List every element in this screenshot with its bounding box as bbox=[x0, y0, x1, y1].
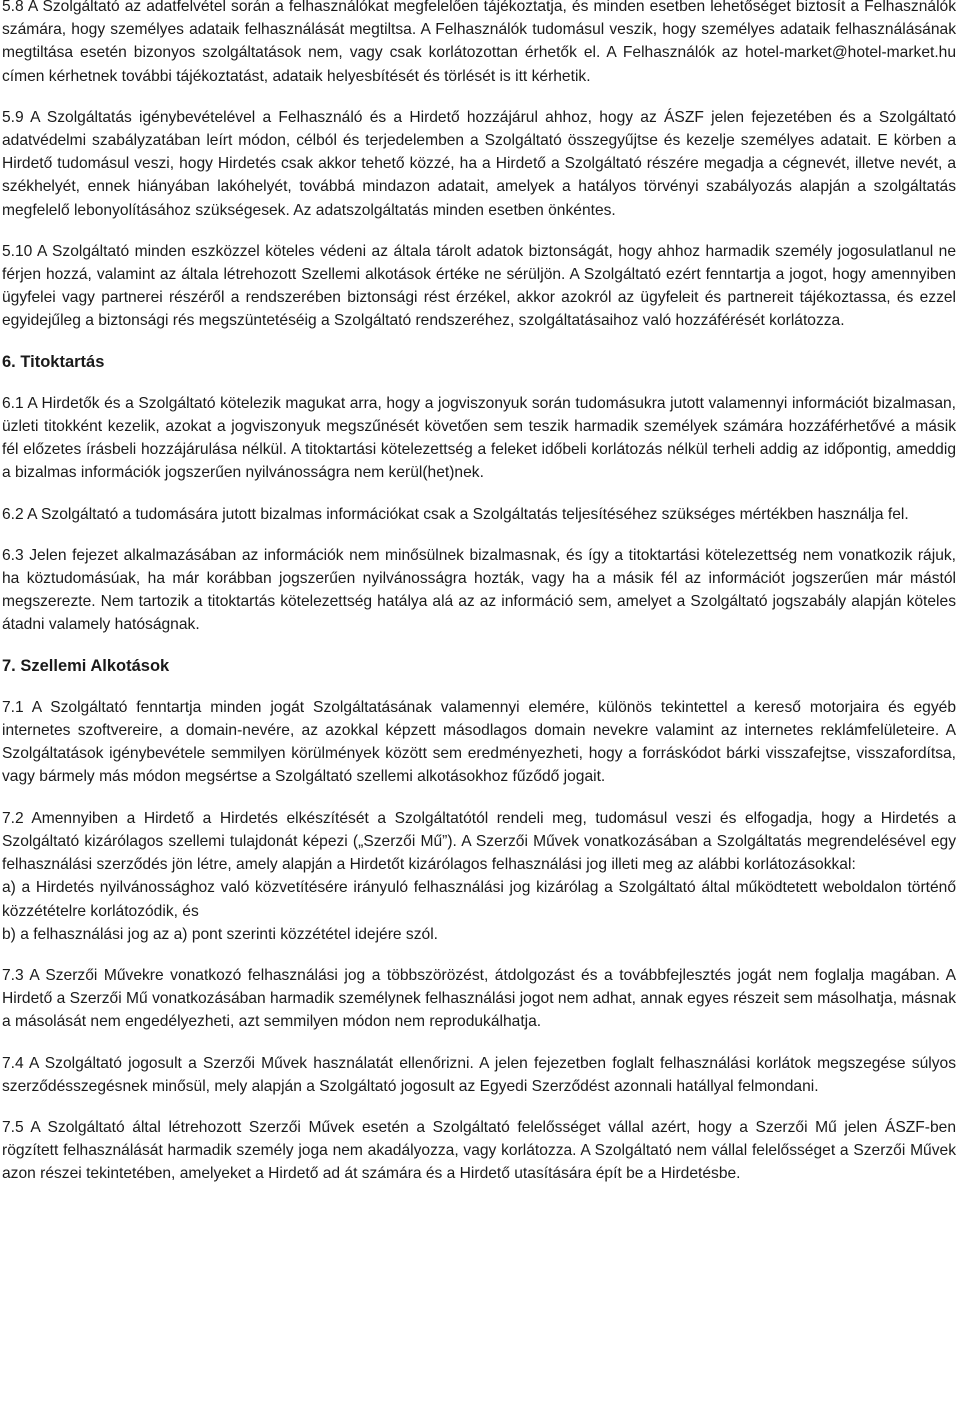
paragraph-7-2 bbox=[2, 807, 956, 946]
paragraph-5-8: 5.8 A Szolgáltató az adatfelvétel során a felhasználókat megfelelően tájékoztatja, és minden esetben lehetőséget biztosít a Felhasználók számára, hogy személyes adataik felhasználását megtiltsa. A Felhasználók tudomásul veszik, hogy személyes adataik felhasználásának megtiltása esetén bizonyos szolgáltatások nem, vagy csak korlátozottan érhetők el. A Felhasználók az hotel-market@hotel-market.hu címen kérhetnek további tájékoztatást, adataik helyesbítését és törlését is itt kérhetik. bbox=[2, 0, 956, 85]
paragraph-7-4: 7.4 A Szolgáltató jogosult a Szerzői Művek használatát ellenőrizni. A jelen fejezetben foglalt felhasználási korlátok megszegése súlyos szerződésszegésnek minősül, mely alapján a Szolgáltató jogosult az Egyedi Szerződést azonnali hatállyal felmondani. bbox=[2, 1054, 956, 1095]
heading-section-6: 6. Titoktartás bbox=[2, 352, 105, 371]
paragraph-5-9: 5.9 A Szolgáltatás igénybevételével a Felhasználó és a Hirdető hozzájárul ahhoz, hogy az ÁSZF jelen fejezetében és a Szolgáltató adatvédelmi szabályzatában leírt módon, célból és terjedelemben a Szolgáltató összegyűjtse és kezelje személyes adatait. E körben a Hirdető tudomásul veszi, hogy Hirdetés csak akkor tehető közzé, ha a Hirdető a Szolgáltató részére megadja a cégnevét, illetve nevét, a székhelyét, ennek hiányában lakóhelyét, továbbá mindazon adatait, amelyek a hatályos törvényi szabályozás alapján a szolgáltatás megfelelő lebonyolításához szükségesek. Az adatszolgáltatás minden esetben önkéntes. bbox=[2, 108, 956, 219]
paragraph-7-2-item-a: a) a Hirdetés nyilvánossághoz való közvetítésére irányuló felhasználási jog kizárólag a Szolgáltató által működtetett weboldalon történő közzétételre korlátozódik, és bbox=[2, 879, 956, 920]
paragraph-6-1: 6.1 A Hirdetők és a Szolgáltató kötelezik magukat arra, hogy a jogviszonyuk során tudomásukra jutott valamennyi információt bizalmasan, üzleti titokként kezelik, azokat a jogviszonyuk megszűnését követően sem teszik harmadik személyek számára hozzáférhetővé a másik fél előzetes írásbeli hozzájárulása nélkül. A titoktartási kötelezettség a feleket időbeli korlátozás nélkül terheli addig az időpontig, ameddig a bizalmas információk jogszerűen nyilvánosságra nem kerül(het)nek. bbox=[2, 394, 956, 482]
paragraph-7-2-intro: 7.2 Amennyiben a Hirdető a Hirdetés elkészítését a Szolgáltatótól rendeli meg, tudomásul veszi és elfogadja, hogy a Hirdetés a Szolgáltató kizárólagos szellemi tulajdonát képezi („Szerzői Mű”). A Szerzői Művek vonatkozásában a Szolgáltatás megrendelésével egy felhasználási szerződés jön létre, amely alapján a Hirdetőt kizárólagos felhasználási jog illeti meg az alábbi korlátozásokkal: bbox=[2, 809, 956, 874]
paragraph-5-10: 5.10 A Szolgáltató minden eszközzel köteles védeni az általa tárolt adatok biztonságát, hogy ahhoz harmadik személy jogosulatlanul ne férjen hozzá, valamint az általa létrehozott Szellemi alkotások értéke ne sérüljön. A Szolgáltató ezért fenntartja a jogot, hogy amennyiben ügyfelei vagy partnerei részéről a rendszerében biztonsági rést érzékel, akkor azokról az ügyfeleit és partnereit tájékoztassa, és ezzel egyidejűleg a biztonsági rés megszüntetéséig a Szolgáltató rendszeréhez, szolgáltatásaihoz való hozzáférését korlátozza. bbox=[2, 242, 956, 330]
paragraph-6-3: 6.3 Jelen fejezet alkalmazásában az információk nem minősülnek bizalmasnak, és így a titoktartási kötelezettség nem vonatkozik rájuk, ha köztudomásúak, ha már korábban jogszerűen nyilvánosságra hozták, vagy ha a másik fél az információt jogszerűen már mástól megszerezte. Nem tartozik a titoktartás kötelezettség hatálya alá az az információ sem, amelyet a Szolgáltató jogszabály alapján köteles átadni valamely hatóságnak. bbox=[2, 546, 956, 634]
paragraph-7-2-item-b: b) a felhasználási jog az a) pont szerinti közzététel idejére szól. bbox=[2, 925, 438, 943]
paragraph-7-1: 7.1 A Szolgáltató fenntartja minden jogát Szolgáltatásának valamennyi elemére, különös tekintettel a kereső motorjaira és egyéb internetes szoftvereire, a domain-nevére, az azokkal képzett másodlagos domain nevekre valamint az internetes reklámfelületeire. A Szolgáltatások igénybevétele semmilyen körülmények között sem eredményezheti, hogy a forráskódot bárki visszafejtse, visszafordítsa, vagy bármely más módon megsértse a Szolgáltató szellemi alkotásokhoz fűződő jogait. bbox=[2, 698, 956, 786]
paragraph-6-2: 6.2 A Szolgáltató a tudomására jutott bizalmas információkat csak a Szolgáltatás teljesítéséhez szükséges mértékben használja fel. bbox=[2, 505, 909, 523]
paragraph-7-5: 7.5 A Szolgáltató által létrehozott Szerzői Művek esetén a Szolgáltató felelősséget vállal azért, hogy a Szerzői Mű jelen ÁSZF-ben rögzített felhasználását harmadik személy joga nem akadályozza, vagy korlátozza. A Szolgáltató nem vállal felelősséget a Szerzői Művek azon részei tekintetében, amelyeket a Hirdető ad át számára és a Hirdető utasítására épít be a Hirdetésbe. bbox=[2, 1118, 956, 1183]
heading-section-7: 7. Szellemi Alkotások bbox=[2, 656, 170, 675]
paragraph-7-3: 7.3 A Szerzői Művekre vonatkozó felhasználási jog a többszörözést, átdolgozást és a továbbfejlesztés jogát nem foglalja magában. A Hirdető a Szerzői Mű vonatkozásában harmadik személynek felhasználási jogot nem adhat, annak egyes részeit sem másolhatja, másnak a másolását nem engedélyezheti, azt semmilyen módon nem reprodukálhatja. bbox=[2, 966, 956, 1031]
